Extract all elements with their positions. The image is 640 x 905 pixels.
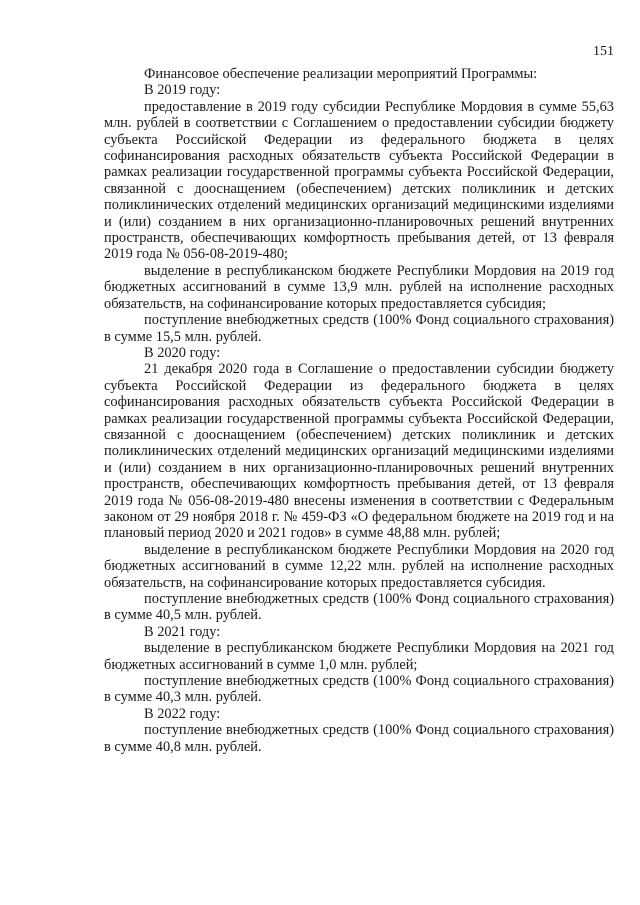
paragraph-2020-agreement: 21 декабря 2020 года в Соглашение о предоставлении субсидии бюджету субъекта Российской Федерации из федерального бюджета в целях софинансирования расходных обязательств субъекта Российской Федерации в рамках реализации государственной программы субъекта Российской Федерации, связанной с дооснащением (обеспечением) детских поликлиник и детских поликлинических отделений медицинских организаций медицинскими изделиями и (или) созданием в них организационно-планировочных решений внутренних пространств, обеспечивающих комфортность пребывания детей, от 13 февраля 2019 года № 056-08-2019-480 внесены изменения в соответствии с Федеральным законом от 29 ноября 2018 г. № 459-ФЗ «О федеральном бюджете на 2019 год и на плановый период 2020 и 2021 годов» в сумме 48,88 млн. рублей; xyxy=(104,361,614,542)
year-heading-2022: В 2022 году: xyxy=(144,705,221,722)
year-heading-2020: В 2020 году: xyxy=(144,344,221,361)
year-heading-2019: В 2019 году: xyxy=(144,82,221,99)
paragraph-2020-extrabudget: поступление внебюджетных средств (100% Фонд социального страхования) в сумме 40,5 млн. рублей. xyxy=(104,591,614,624)
document-body xyxy=(104,66,614,755)
page-number: 151 xyxy=(593,44,614,59)
paragraph-2022-extrabudget: поступление внебюджетных средств (100% Фонд социального страхования) в сумме 40,8 млн. рублей. xyxy=(104,722,614,755)
paragraph-2019-subsidy: предоставление в 2019 году субсидии Республике Мордовия в сумме 55,63 млн. рублей в соответствии с Соглашением о предоставлении субсидии бюджету субъекта Российской Федерации из федерального бюджета в целях софинансирования расходных обязательств субъекта Российской Федерации в рамках реализации государственной программы субъекта Российской Федерации, связанной с дооснащением (обеспечением) детских поликлиник и детских поликлинических отделений медицинских организаций медицинскими изделиями и (или) созданием в них организационно-планировочных решений внутренних пространств, обеспечивающих комфортность пребывания детей, от 13 февраля 2019 года № 056-08-2019-480; xyxy=(104,98,614,263)
paragraph-2020-budget: выделение в республиканском бюджете Республики Мордовия на 2020 год бюджетных ассигнований в сумме 12,22 млн. рублей на исполнение расходных обязательств, на софинансирование которых предоставляется субсидия. xyxy=(104,541,614,591)
paragraph-2021-extrabudget: поступление внебюджетных средств (100% Фонд социального страхования) в сумме 40,3 млн. рублей. xyxy=(104,673,614,706)
paragraph-2021-budget: выделение в республиканском бюджете Республики Мордовия на 2021 год бюджетных ассигнований в сумме 1,0 млн. рублей; xyxy=(104,640,614,673)
paragraph-2019-extrabudget: поступление внебюджетных средств (100% Фонд социального страхования) в сумме 15,5 млн. рублей. xyxy=(104,312,614,345)
year-heading-2021: В 2021 году: xyxy=(144,623,221,640)
paragraph-2019-budget: выделение в республиканском бюджете Республики Мордовия на 2019 год бюджетных ассигнований в сумме 13,9 млн. рублей на исполнение расходных обязательств, на софинансирование которых предоставляется субсидия; xyxy=(104,262,614,312)
section-title: Финансовое обеспечение реализации мероприятий Программы: xyxy=(144,66,538,82)
